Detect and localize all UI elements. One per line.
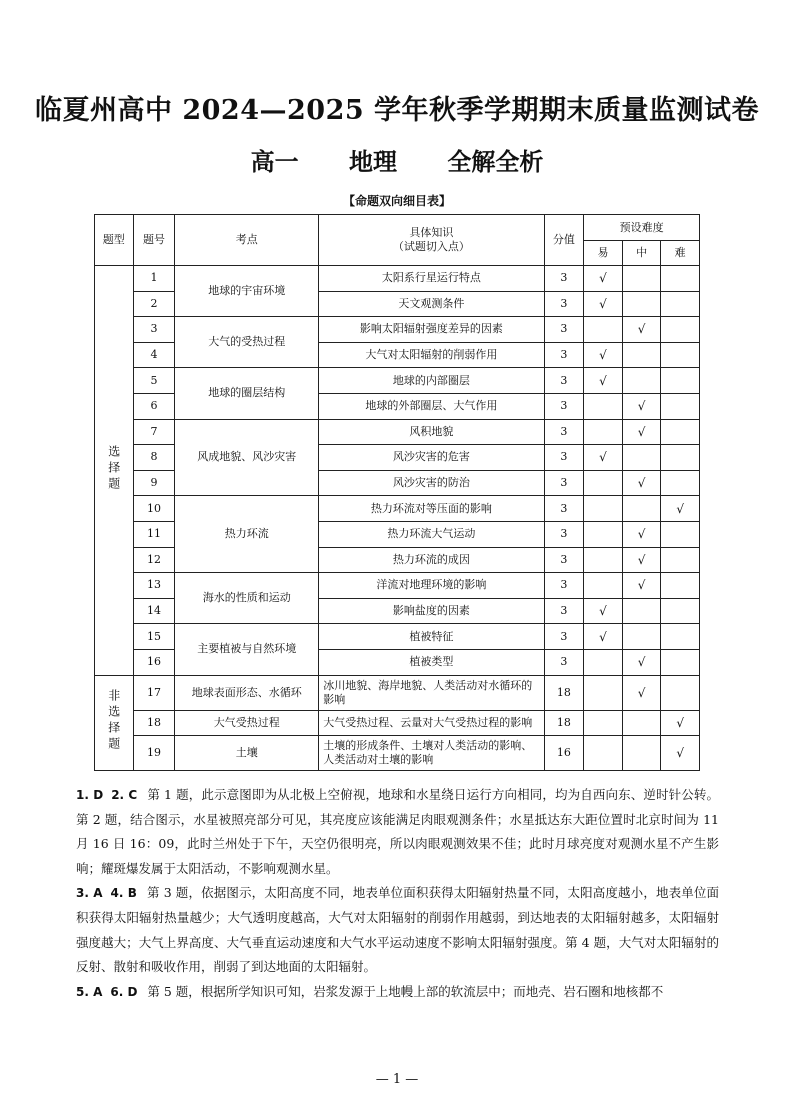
easy-check bbox=[584, 573, 623, 599]
knowledge-cell: 植被类型 bbox=[319, 649, 544, 675]
knowledge-cell: 热力环流对等压面的影响 bbox=[319, 496, 544, 522]
score-cell: 3 bbox=[544, 291, 584, 317]
header-easy: 易 bbox=[584, 241, 623, 266]
score-cell: 3 bbox=[544, 573, 584, 599]
table-row bbox=[95, 675, 700, 710]
header-knowledge-line2: （试题切入点） bbox=[392, 240, 470, 253]
row-number: 5 bbox=[133, 368, 175, 394]
medium-check: √ bbox=[622, 393, 661, 419]
hard-check bbox=[661, 547, 700, 573]
hard-check: √ bbox=[661, 736, 700, 771]
easy-check bbox=[584, 470, 623, 496]
medium-check: √ bbox=[622, 521, 661, 547]
easy-check: √ bbox=[584, 624, 623, 650]
easy-check: √ bbox=[584, 342, 623, 368]
medium-check bbox=[622, 445, 661, 471]
score-cell: 3 bbox=[544, 649, 584, 675]
hard-check bbox=[661, 573, 700, 599]
knowledge-cell: 土壤的形成条件、土壤对人类活动的影响、人类活动对土壤的影响 bbox=[319, 736, 544, 771]
knowledge-cell: 大气受热过程、云量对大气受热过程的影响 bbox=[319, 710, 544, 736]
topic-cell: 海水的性质和运动 bbox=[175, 573, 319, 624]
score-cell: 3 bbox=[544, 266, 584, 292]
medium-check: √ bbox=[622, 419, 661, 445]
group-choice bbox=[95, 266, 134, 676]
answer-key: 1. D bbox=[76, 788, 104, 802]
knowledge-cell: 影响盐度的因素 bbox=[319, 598, 544, 624]
score-cell: 18 bbox=[544, 675, 584, 710]
document-title: 临夏州高中 2024—2025 学年秋季学期期末质量监测试卷 bbox=[34, 95, 760, 126]
header-type: 题型 bbox=[95, 215, 134, 266]
table-row bbox=[95, 496, 700, 522]
hard-check bbox=[661, 393, 700, 419]
hard-check bbox=[661, 624, 700, 650]
medium-check bbox=[622, 736, 661, 771]
topic-cell: 主要植被与自然环境 bbox=[175, 624, 319, 675]
answer-text: 第 1 题，此示意图即为从北极上空俯视，地球和水星绕日运行方向相同，均为自西向东、逆时针公转。第 2 题，结合图示，水星被照亮部分可见，其亮度应该能满足肉眼观测条件；水星抵达东大距位置时北京时间为 11 月 16 日 16：09，此时兰州处于下午，天空仍很明亮，所以肉眼观测效果不佳；此时月球亮度对观测水星不产生影响；耀斑爆发属于太阳活动，不影响观测水星。 bbox=[76, 787, 720, 876]
medium-check bbox=[622, 496, 661, 522]
group-nonchoice bbox=[95, 675, 134, 771]
answer-paragraph bbox=[76, 980, 719, 1005]
hard-check bbox=[661, 419, 700, 445]
table-row bbox=[95, 624, 700, 650]
table-row bbox=[95, 368, 700, 394]
answer-paragraph bbox=[76, 783, 719, 881]
easy-check bbox=[584, 547, 623, 573]
score-cell: 3 bbox=[544, 470, 584, 496]
medium-check bbox=[622, 710, 661, 736]
table-row bbox=[95, 573, 700, 599]
medium-check: √ bbox=[622, 470, 661, 496]
knowledge-cell: 热力环流大气运动 bbox=[319, 521, 544, 547]
score-cell: 3 bbox=[544, 547, 584, 573]
medium-check bbox=[622, 624, 661, 650]
easy-check: √ bbox=[584, 598, 623, 624]
knowledge-cell: 热力环流的成因 bbox=[319, 547, 544, 573]
subject-label: 地理 bbox=[349, 147, 397, 176]
row-number: 3 bbox=[133, 317, 175, 343]
row-number: 8 bbox=[133, 445, 175, 471]
score-cell: 3 bbox=[544, 419, 584, 445]
easy-check bbox=[584, 736, 623, 771]
answer-key: 6. D bbox=[110, 984, 138, 999]
easy-check bbox=[584, 496, 623, 522]
row-number: 11 bbox=[133, 521, 175, 547]
easy-check bbox=[584, 710, 623, 736]
medium-check: √ bbox=[622, 573, 661, 599]
header-medium: 中 bbox=[622, 241, 661, 266]
header-score: 分值 bbox=[544, 215, 584, 266]
knowledge-cell: 地球的内部圈层 bbox=[319, 368, 544, 394]
row-number: 4 bbox=[133, 342, 175, 368]
score-cell: 3 bbox=[544, 598, 584, 624]
hard-check bbox=[661, 675, 700, 710]
table-row bbox=[95, 736, 700, 771]
answer-text: 第 3 题，依据图示，太阳高度不同，地表单位面积获得太阳辐射热量不同，太阳高度越小，地表单位面积获得太阳辐射热量越少；大气透明度越高，大气对太阳辐射的削弱作用越弱，到达地表的太阳辐射越多，太阳辐射强度越大；大气上界高度、大气垂直运动速度和大气水平运动速度不影响太阳辐射强度。第 4 题，大气对太阳辐射的反射、散射和吸收作用，削弱了到达地面的太阳辐射。 bbox=[76, 885, 719, 975]
table-caption: 【命题双向细目表】 bbox=[342, 194, 451, 208]
group-choice-label: 选择题 bbox=[106, 444, 121, 493]
knowledge-cell: 冰川地貌、海岸地貌、人类活动对水循环的影响 bbox=[319, 675, 544, 710]
easy-check bbox=[584, 393, 623, 419]
knowledge-cell: 大气对太阳辐射的削弱作用 bbox=[319, 342, 544, 368]
group-nonchoice-label: 非选择题 bbox=[106, 689, 121, 754]
topic-cell: 地球表面形态、水循环 bbox=[175, 675, 319, 710]
easy-check bbox=[584, 675, 623, 710]
hard-check bbox=[661, 445, 700, 471]
answer-key: 5. A bbox=[76, 984, 103, 999]
score-cell: 3 bbox=[544, 368, 584, 394]
header-number: 题号 bbox=[133, 215, 175, 266]
knowledge-cell: 洋流对地理环境的影响 bbox=[319, 573, 544, 599]
header-topic: 考点 bbox=[175, 215, 319, 266]
score-cell: 18 bbox=[544, 710, 584, 736]
score-cell: 3 bbox=[544, 445, 584, 471]
answer-key: 4. B bbox=[110, 886, 137, 901]
hard-check bbox=[661, 368, 700, 394]
knowledge-cell: 植被特征 bbox=[319, 624, 544, 650]
score-cell: 3 bbox=[544, 521, 584, 547]
medium-check: √ bbox=[622, 675, 661, 710]
hard-check bbox=[661, 291, 700, 317]
row-number: 10 bbox=[133, 496, 175, 522]
score-cell: 3 bbox=[544, 496, 584, 522]
score-cell: 16 bbox=[544, 736, 584, 771]
easy-check: √ bbox=[584, 445, 623, 471]
medium-check bbox=[622, 368, 661, 394]
header-knowledge bbox=[319, 215, 544, 266]
hard-check bbox=[661, 266, 700, 292]
kind-label: 全解全析 bbox=[447, 147, 544, 176]
topic-cell: 地球的宇宙环境 bbox=[175, 266, 319, 317]
answer-paragraph bbox=[76, 881, 719, 979]
easy-check: √ bbox=[584, 368, 623, 394]
row-number: 1 bbox=[133, 266, 175, 292]
knowledge-cell: 风沙灾害的危害 bbox=[319, 445, 544, 471]
easy-check: √ bbox=[584, 266, 623, 292]
hard-check bbox=[661, 598, 700, 624]
table-row bbox=[95, 419, 700, 445]
score-cell: 3 bbox=[544, 317, 584, 343]
row-number: 13 bbox=[133, 573, 175, 599]
row-number: 6 bbox=[133, 393, 175, 419]
document-subtitle bbox=[0, 142, 794, 177]
specification-table bbox=[94, 214, 700, 771]
table-row bbox=[95, 317, 700, 343]
medium-check: √ bbox=[622, 317, 661, 343]
hard-check bbox=[661, 470, 700, 496]
row-number: 14 bbox=[133, 598, 175, 624]
header-difficulty: 预设难度 bbox=[584, 215, 700, 241]
row-number: 7 bbox=[133, 419, 175, 445]
score-cell: 3 bbox=[544, 393, 584, 419]
topic-cell: 大气的受热过程 bbox=[175, 317, 319, 368]
knowledge-cell: 影响太阳辐射强度差异的因素 bbox=[319, 317, 544, 343]
score-cell: 3 bbox=[544, 342, 584, 368]
row-number: 17 bbox=[133, 675, 175, 710]
hard-check bbox=[661, 521, 700, 547]
row-number: 16 bbox=[133, 649, 175, 675]
medium-check: √ bbox=[622, 649, 661, 675]
medium-check bbox=[622, 266, 661, 292]
page-number: — 1 — bbox=[375, 1072, 419, 1087]
row-number: 9 bbox=[133, 470, 175, 496]
medium-check: √ bbox=[622, 547, 661, 573]
hard-check bbox=[661, 649, 700, 675]
easy-check bbox=[584, 649, 623, 675]
easy-check bbox=[584, 317, 623, 343]
hard-check: √ bbox=[661, 710, 700, 736]
hard-check bbox=[661, 342, 700, 368]
answer-key: 3. A bbox=[76, 886, 103, 901]
medium-check bbox=[622, 291, 661, 317]
topic-cell: 大气受热过程 bbox=[175, 710, 319, 736]
answer-text: 第 5 题，根据所学知识可知，岩浆发源于上地幔上部的软流层中；而地壳、岩石圈和地核都不 bbox=[147, 983, 664, 999]
knowledge-cell: 太阳系行星运行特点 bbox=[319, 266, 544, 292]
header-hard: 难 bbox=[661, 241, 700, 266]
table-row bbox=[95, 266, 700, 292]
knowledge-cell: 地球的外部圈层、大气作用 bbox=[319, 393, 544, 419]
easy-check bbox=[584, 521, 623, 547]
header-knowledge-line1: 具体知识 bbox=[409, 226, 454, 239]
easy-check: √ bbox=[584, 291, 623, 317]
answer-key: 2. C bbox=[111, 788, 138, 802]
row-number: 15 bbox=[133, 624, 175, 650]
answer-explanations bbox=[76, 783, 719, 1004]
row-number: 18 bbox=[133, 710, 175, 736]
hard-check: √ bbox=[661, 496, 700, 522]
score-cell: 3 bbox=[544, 624, 584, 650]
row-number: 19 bbox=[133, 736, 175, 771]
medium-check bbox=[622, 598, 661, 624]
table-row bbox=[95, 710, 700, 736]
topic-cell: 土壤 bbox=[175, 736, 319, 771]
topic-cell: 地球的圈层结构 bbox=[175, 368, 319, 419]
knowledge-cell: 天文观测条件 bbox=[319, 291, 544, 317]
knowledge-cell: 风沙灾害的防治 bbox=[319, 470, 544, 496]
topic-cell: 热力环流 bbox=[175, 496, 319, 573]
easy-check bbox=[584, 419, 623, 445]
medium-check bbox=[622, 342, 661, 368]
topic-cell: 风成地貌、风沙灾害 bbox=[175, 419, 319, 496]
grade-label: 高一 bbox=[250, 147, 299, 176]
knowledge-cell: 风积地貌 bbox=[319, 419, 544, 445]
row-number: 2 bbox=[133, 291, 175, 317]
row-number: 12 bbox=[133, 547, 175, 573]
hard-check bbox=[661, 317, 700, 343]
